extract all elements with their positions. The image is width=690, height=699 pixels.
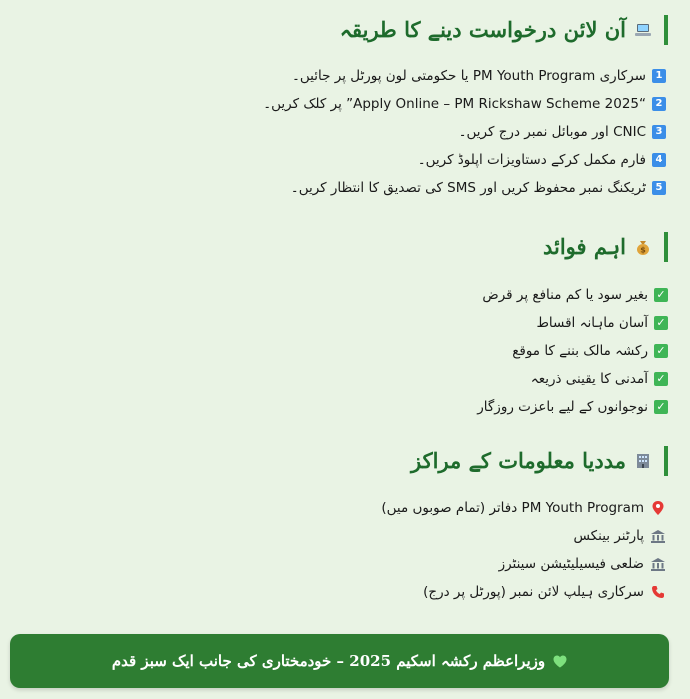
- benefit-text: نوجوانوں کے لیے باعزت روزگار: [477, 399, 648, 415]
- footer-text: وزیراعظم رکشہ اسکیم 2025 – خودمختاری کی جانب ایک سبز قدم: [111, 652, 546, 670]
- number-badge-icon: 3: [652, 125, 666, 139]
- bank-icon: [650, 528, 666, 544]
- steps-list: [263, 62, 666, 202]
- section-title-apply-online: [340, 15, 668, 45]
- center-text: ضلعی فیسیلیٹیشن سینٹرز: [498, 556, 644, 572]
- center-text: سرکاری ہیلپ لائن نمبر (پورٹل پر درج): [423, 584, 644, 600]
- number-badge-icon: 4: [652, 153, 666, 167]
- laptop-icon: [634, 21, 652, 39]
- section-title-help-centers: [411, 446, 668, 476]
- list-item: [381, 522, 666, 550]
- benefit-text: بغیر سود یا کم منافع پر قرض: [482, 287, 648, 303]
- green-heart-icon: [553, 655, 567, 668]
- number-badge-icon: 2: [652, 97, 666, 111]
- list-item: [477, 365, 668, 393]
- number-badge-icon: 5: [652, 181, 666, 195]
- list-item: [381, 494, 666, 522]
- building-icon: [634, 452, 652, 470]
- section-title-text: مددیا معلومات کے مراکز: [411, 448, 626, 473]
- list-item: [477, 309, 668, 337]
- section-title-text: آن لائن درخواست دینے کا طریقہ: [339, 17, 626, 42]
- check-icon: ✓: [654, 372, 668, 386]
- benefit-text: رکشہ مالک بننے کا موقع: [512, 343, 648, 359]
- check-icon: ✓: [654, 344, 668, 358]
- check-icon: ✓: [654, 400, 668, 414]
- check-icon: ✓: [654, 316, 668, 330]
- step-text: CNIC اور موبائل نمبر درج کریں۔: [458, 124, 646, 140]
- list-item: [263, 62, 666, 90]
- step-text: ٹریکنگ نمبر محفوظ کریں اور SMS کی تصدیق کا انتظار کریں۔: [290, 180, 646, 196]
- bank-icon: [650, 556, 666, 572]
- list-item: [381, 550, 666, 578]
- benefit-text: آسان ماہانہ اقساط: [536, 315, 648, 331]
- money-bag-icon: [634, 238, 652, 256]
- section-title-text: اہم فوائد: [542, 234, 626, 259]
- svg-text:$: $: [640, 245, 646, 255]
- step-text: “Apply Online – PM Rickshaw Scheme 2025” پر کلک کریں۔: [263, 96, 646, 112]
- list-item: [381, 578, 666, 606]
- list-item: [263, 146, 666, 174]
- step-text: سرکاری PM Youth Program یا حکومتی لون پورٹل پر جائیں۔: [291, 68, 646, 84]
- centers-list: [381, 494, 666, 606]
- list-item: [477, 337, 668, 365]
- step-text: فارم مکمل کرکے دستاویزات اپلوڈ کریں۔: [417, 152, 646, 168]
- center-text: PM Youth Program دفاتر (تمام صوبوں میں): [381, 500, 644, 516]
- list-item: [263, 118, 666, 146]
- check-icon: ✓: [654, 288, 668, 302]
- phone-icon: [650, 584, 666, 600]
- list-item: [477, 281, 668, 309]
- benefits-list: [477, 281, 668, 421]
- section-title-benefits: [543, 232, 668, 262]
- benefit-text: آمدنی کا یقینی ذریعہ: [530, 371, 648, 387]
- number-badge-icon: 1: [652, 69, 666, 83]
- pin-icon: [650, 500, 666, 516]
- footer-banner: [10, 634, 669, 688]
- center-text: پارٹنر بینکس: [573, 528, 644, 544]
- list-item: [263, 90, 666, 118]
- list-item: [477, 393, 668, 421]
- list-item: [263, 174, 666, 202]
